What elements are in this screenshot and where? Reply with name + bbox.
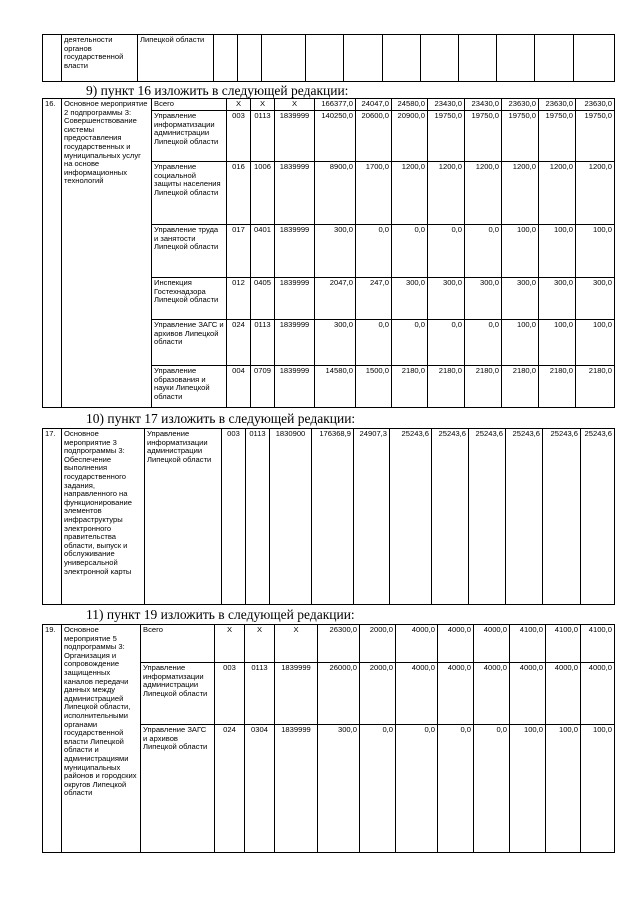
item-19-number: 19.	[43, 625, 62, 853]
heading-item-19: 11) пункт 19 изложить в следующей редакции:	[86, 607, 355, 622]
table-item-19: 19. Основное мероприятие 5 подпрограммы 3: Организация и сопровождение защищенных каналов передачи данных между администрацией Липецкой области, исполнительными органами государственной власти Липецкой области и администрациями муниципальных районов и городских округов Липецкой области Всего Х Х Х 26300,0 2000,0 4000,0 4000,0 4000,0 4100,0 4100,0 4100,0 Управление информатизации администрации Липецкой области 003 0113 1839999 26000,0 2000,0 4000,0 4000,0 4000,0 4000,0 4000,0 4000,0 Управление ЗАГС и архивов Липецкой области 024 0304 1839999 300,0 0,0 0,0 0,0 0,0 100,0 100,0 100,0	[42, 624, 615, 853]
table-row-agency: Управление информатизации администрации Липецкой области	[152, 111, 227, 162]
table-row-agency: Управление информатизации администрации Липецкой области	[145, 429, 222, 605]
item-16-number: 16.	[43, 99, 62, 408]
item-17-number: 17.	[43, 429, 62, 605]
table-row-agency: Всего	[152, 99, 227, 111]
table-row-agency: Управление образования и науки Липецкой области	[152, 366, 227, 408]
table-item-17: 17. Основное мероприятие 3 подпрограммы 3: Обеспечение выполнения государственного задания, направленного на функционирование элементов инфраструктуры электронного правительства области, выпуск и обслуживание универсальной электронной карты Управление информатизации администрации Липецкой области 003 0113 1830900 176368,9 24907,3 25243,6 25243,6 25243,6 25243,6 25243,6 25243,6	[42, 428, 615, 605]
top-fragment-table	[42, 34, 615, 82]
table-row-agency: Управление ЗАГС и архивов Липецкой области	[152, 320, 227, 366]
top-fragment-agency: Липецкой области	[138, 35, 214, 82]
table-row-agency: Всего	[141, 625, 215, 663]
table-row-agency: Инспекция Гостехнадзора Липецкой области	[152, 278, 227, 320]
table-row-agency: Управление ЗАГС и архивов Липецкой области	[141, 725, 215, 853]
table-row-agency: Управление информатизации администрации Липецкой области	[141, 663, 215, 725]
table-row-agency: Управление социальной защиты населения Липецкой области	[152, 162, 227, 225]
item-16-name: Основное мероприятие 2 подпрограммы 3: Совершенствование системы предоставления государственных и муниципальных услуг на основе информационных технологий	[62, 99, 152, 408]
item-19-name: Основное мероприятие 5 подпрограммы 3: Организация и сопровождение защищенных каналов передачи данных между администрацией Липецкой области, исполнительными органами государственной власти Липецкой области и администрациями муниципальных районов и городских округов Липецкой области	[62, 625, 141, 853]
item-17-name: Основное мероприятие 3 подпрограммы 3: Обеспечение выполнения государственного задания, направленного на функционирование элементов инфраструктуры электронного правительства области, выпуск и обслуживание универсальной электронной карты	[62, 429, 145, 605]
table-row-agency: Управление труда и занятости Липецкой области	[152, 225, 227, 278]
heading-item-16: 9) пункт 16 изложить в следующей редакции:	[86, 83, 349, 98]
table-item-16: 16. Основное мероприятие 2 подпрограммы 3: Совершенствование системы предоставления государственных и муниципальных услуг на основе информационных технологий Всего Х Х Х 166377,0 24047,0 24580,0 23430,0 23430,0 23630,0 23630,0 23630,0 Управление информатизации администрации Липецкой области 003 0113 1839999 140250,0 20600,0 20900,0 19750,0 19750,0 19750,0 19750,0 19750,0 Управление социальной защиты населения Липецкой области 016 1006 1839999 8900,0 1700,0 1200,0 1200,0 1200,0 1200,0 1200,0 1200,0 Управление труда и занятости Липецкой области 017 0401 1839999 300,0 0,0 0,0 0,0 0,0 100,0 100,0 100,0 Инспекция Гостехнадзора Липецкой области 012 0405 1839999 2047,0 247,0 300,0 300,0 300,0 300,0 300,0 300,0 Управление ЗАГС и архивов Липецкой области 024 0113 1839999 300,0 0,0 0,0 0,0 0,0 100,0 100,0 100,0 Управление образования и науки Липецкой области 004 0709 1839999 14580,0 1500,0 2180,0 2180,0 2180,0 2180,0 2180,0 2180,0	[42, 98, 615, 408]
top-fragment-name: деятельности органов государственной власти	[62, 35, 138, 82]
heading-item-17: 10) пункт 17 изложить в следующей редакции:	[86, 411, 356, 426]
